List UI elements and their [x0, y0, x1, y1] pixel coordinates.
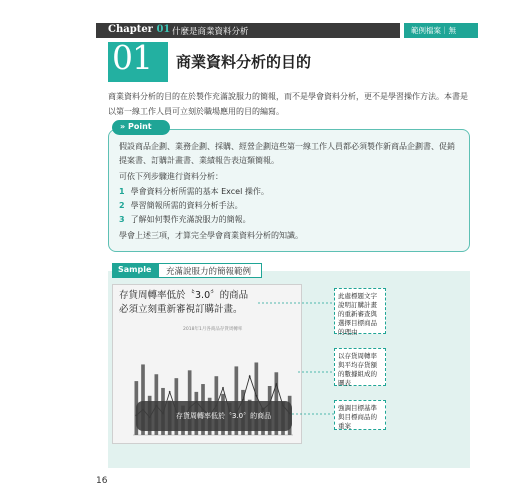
- callout-headline-note: 此處標題文字說明訂購計畫的重新審查與選擇目標商品的理由: [334, 288, 386, 334]
- double-chevron-icon: »: [120, 122, 126, 131]
- section-number: 01: [112, 38, 152, 77]
- chapter-number: 01: [156, 24, 171, 35]
- step-number: 1: [119, 187, 125, 196]
- step-text: 學習簡報所需的資料分析手法。: [130, 201, 243, 210]
- sample-file-tag-text: 範例檔案｜無: [411, 26, 456, 35]
- sample-title: 充滿說服力的簡報範例: [166, 267, 252, 277]
- step-number: 2: [119, 201, 125, 210]
- chapter-word: Chapter: [108, 24, 153, 35]
- step-text: 學會資料分析所需的基本 Excel 操作。: [130, 187, 269, 196]
- point-paragraph-1: 假設商品企劃、業務企劃、採購、經營企劃這些第一線工作人員都必須製作新商品企劃書、促銷提案書、訂購計畫書、業績報告表這類簡報。: [119, 142, 455, 165]
- page-number: 16: [96, 476, 108, 486]
- chart-title: 2018年1月各商品存貨周轉率: [183, 327, 243, 332]
- sample-tag: Sample: [112, 263, 158, 278]
- step-number: 3: [119, 215, 125, 224]
- point-label: Point: [127, 122, 152, 131]
- step-text: 了解如何製作充滿說服力的簡報。: [130, 215, 251, 224]
- callout-chart-note: 以存貨周轉率與平均存貨額的數據組成的圖表: [334, 348, 386, 386]
- chapter-title: 什麼是商業資料分析: [172, 27, 249, 37]
- section-title: 商業資料分析的目的: [176, 53, 312, 71]
- highlight-label: 存貨周轉率低於〝3.0〞的商品: [176, 412, 272, 420]
- callout-highlight-note: 強調目標基準與目標商品的重案: [334, 400, 386, 430]
- slide-headline-line-2: 必須立刻重新審視訂購計畫。: [119, 304, 243, 315]
- point-paragraph-3: 學會上述三項，才算完全學會商業資料分析的知識。: [119, 231, 303, 240]
- intro-paragraph: 商業資料分析的目的在於製作充滿說服力的簡報，而不是學會資料分析，更不是學習操作方法。本書是以第一線工作人員可立刻於職場應用的目的編寫。: [108, 92, 468, 116]
- slide-headline-line-1: 存貨周轉率低於〝3.0〞的商品: [119, 290, 249, 301]
- point-paragraph-2: 可依下列步驟進行資料分析：: [119, 172, 223, 181]
